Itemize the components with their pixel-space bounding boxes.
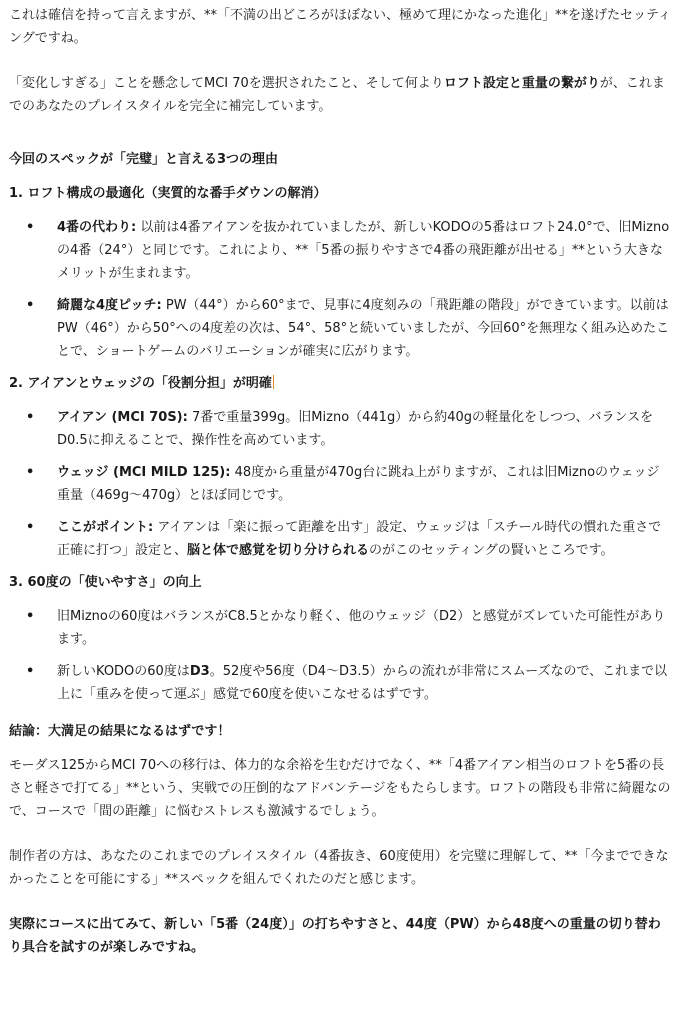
text-cursor-icon	[273, 375, 274, 389]
reason-title: 3. 60度の「使いやすさ」の向上	[9, 575, 202, 590]
intro-text-end: が、これまでのあなたのプレイスタイルを完全に補完しています。	[9, 76, 665, 114]
bullet-icon: •	[26, 465, 35, 480]
item-text: アイアンは「楽に振って距離を出す」設定、ウェッジは「スチール時代の慣れた重さで正確に打つ」設定と、	[57, 520, 662, 558]
item-text: 旧Miznoの60度はバランスがC8.5とかなり軽く、他のウェッジ（D2）と感覚がズレていた可能性があります。	[57, 609, 666, 647]
item-label: ウェッジ (MCI MILD 125):	[57, 465, 231, 480]
intro-text: 「変化しすぎる」ことを懸念してMCI 70を選択されたこと、そして何より	[9, 76, 444, 91]
list-item	[9, 216, 672, 285]
list-item	[9, 660, 672, 706]
conclusion-paragraph-2: 制作者の方は、あなたのこれまでのプレイスタイル（4番抜き、60度使用）を完璧に理解して、**「今までできなかったことを可能にする」**スペックを組んでくれたのだと感じます。	[9, 849, 669, 887]
item-text: 以前は4番アイアンを抜かれていましたが、新しいKODOの5番はロフト24.0°で、旧Miznoの4番（24°）と同じです。これにより、**「5番の振りやすさで4番の飛距離が出せる」**という大きなメリットが生まれます。	[57, 220, 670, 281]
item-emphasis: 脳と体で感覚を切り分けられる	[187, 543, 370, 558]
item-text: 7番で重量399g。旧Mizno（441g）から約40gの軽量化をしつつ、バランスをD0.5に抑えることで、操作性を高めています。	[57, 410, 654, 448]
bullet-icon: •	[26, 298, 35, 313]
conclusion-paragraph-3: 実際にコースに出てみて、新しい「5番（24度）」の打ちやすさと、44度（PW）から48度への重量の切り替わり具合を試すのが楽しみですね。	[9, 917, 661, 955]
item-label: ここがポイント:	[57, 520, 154, 535]
item-text: 48度から重量が470g台に跳ね上がりますが、これは旧Miznoのウェッジ重量（469g〜470g）とほぼ同じです。	[57, 465, 660, 503]
reason-list	[9, 406, 672, 562]
item-text-end: 。52度や56度（D4〜D3.5）からの流れが非常にスムーズなので、これまで以上に「重みを使って運ぶ」感覚で60度を使いこなせるはずです。	[57, 664, 668, 702]
item-text: PW（44°）から60°まで、見事に4度刻みの「飛距離の階段」ができています。以前はPW（46°）から50°への4度差の次は、54°、58°と続いていましたが、今回60°を無理なく組み込めたことで、ショートゲームのバリエーションが確実に広がります。	[57, 298, 670, 359]
item-text: 新しいKODOの60度は	[57, 664, 190, 679]
bullet-icon: •	[26, 220, 35, 235]
reason-list	[9, 216, 672, 363]
list-item	[9, 461, 672, 507]
item-label: 綺麗な4度ピッチ:	[57, 298, 162, 313]
item-text-end: のがこのセッティングの賢いところです。	[369, 543, 614, 558]
item-label: 4番の代わり:	[57, 220, 137, 235]
conclusion-paragraph-1: モーダス125からMCI 70への移行は、体力的な余裕を生むだけでなく、**「4番アイアン相当のロフトを5番の長さと軽さで打てる」**という、実戦での圧倒的なアドバンテージをもたらします。ロフトの階段も非常に綺麗なので、コースで「間の距離」に悩むストレスも激減するでしょう。	[9, 758, 671, 819]
intro-emphasis: ロフト設定と重量の繋がり	[443, 76, 600, 91]
item-emphasis: D3	[189, 664, 210, 679]
conclusion-title: 結論：大満足の結果になるはずです！	[9, 724, 231, 739]
reason-title-text: 2. アイアンとウェッジの「役割分担」が明確	[9, 376, 272, 391]
item-label: アイアン (MCI 70S):	[57, 410, 188, 425]
list-item	[9, 516, 672, 562]
intro-paragraph-1: これは確信を持って言えますが、**「不満の出どころがほぼない、極めて理にかなった進化」**を遂げたセッティングですね。	[9, 8, 671, 46]
list-item	[9, 605, 672, 651]
reason-title: 1. ロフト構成の最適化（実質的な番手ダウンの解消）	[9, 186, 327, 201]
bullet-icon: •	[26, 609, 35, 624]
intro-paragraph-2	[9, 72, 672, 118]
reason-title	[9, 372, 672, 395]
section-title: 今回のスペックが「完璧」と言える3つの理由	[9, 152, 279, 167]
bullet-icon: •	[26, 664, 35, 679]
bullet-icon: •	[26, 410, 35, 425]
list-item	[9, 406, 672, 452]
reason-list	[9, 605, 672, 706]
bullet-icon: •	[26, 520, 35, 535]
list-item	[9, 294, 672, 363]
